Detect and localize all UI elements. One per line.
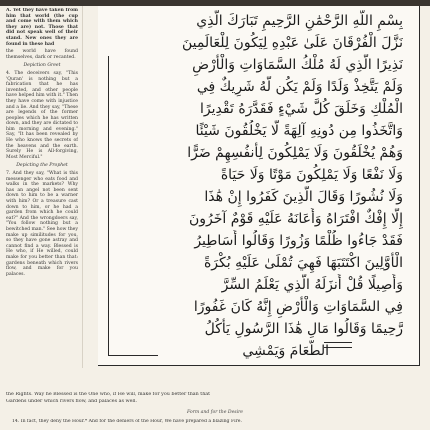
translation-paragraph: 4. The deceivers say, "This 'Quran' is nothing but a fabrication that he has invented, and other people have helped him with it." Then they have come with injustice and a lie. And they say, "These are legends of the former peoples which he has written down, and they are dictated to him morning and evening." Say, "It has been revealed by He who knows the secrets of the heavens and the earth. Surely He is All-forgiving, Most Merciful." bbox=[6, 70, 78, 160]
arabic-line: إِلَّا إِفْكٌ افْتَرَاهُ وَأَعَانَهُ عَلَيْهِ قَوْمٌ آخَرُونَ bbox=[188, 211, 403, 227]
panel-border-left bbox=[108, 56, 109, 356]
arabic-line: الْمُلْكِ وَخَلَقَ كُلَّ شَيْءٍ فَقَدَّرَهُ تَقْدِيرًا bbox=[200, 101, 403, 117]
arabic-text-panel bbox=[98, 6, 420, 366]
arabic-line: نَزَّلَ الْفُرْقَانَ عَلَىٰ عَبْدِهِ لِيَكُونَ لِلْعَالَمِينَ bbox=[181, 35, 403, 51]
arabic-line: الطَّعَامَ وَيَمْشِي bbox=[242, 343, 329, 359]
arabic-line: وَاتَّخَذُوا مِن دُونِهِ آلِهَةً لَّا يَخْلُقُونَ شَيْئًا bbox=[195, 123, 403, 139]
section-heading: Depiction Greet bbox=[23, 63, 61, 69]
arabic-line: وَأَصِيلًا قُلْ أَنزَلَهُ الَّذِي يَعْلَمُ السِّرَّ bbox=[221, 277, 403, 293]
arabic-line: نَذِيرًا الَّذِي لَهُ مُلْكُ السَّمَاوَاتِ وَالْأَرْضِ bbox=[192, 57, 403, 73]
translation-paragraph: A. Yet they have taken from him that world (the cup and come with them which they are) not. Those that did not speak well of their stand. New ones they are found in these had bbox=[6, 8, 78, 47]
footer-text: Gardens under which rivers flow, and palaces as well. bbox=[6, 399, 138, 404]
arabic-line: وَلَا نُشُورًا وَقَالَ الَّذِينَ كَفَرُوا إِنْ هَٰذَا bbox=[204, 189, 403, 205]
panel-border-bottom bbox=[108, 355, 158, 356]
footer-text: the Rights. Way he Blessed is the One who, if He will, make for you better than that bbox=[6, 392, 211, 397]
column-divider bbox=[82, 6, 83, 368]
arabic-line: وَلَمْ يَتَّخِذْ وَلَدًا وَلَمْ يَكُن لَّهُ شَرِيكٌ فِي bbox=[196, 79, 403, 95]
arabic-line: فَقَدْ جَاءُوا ظُلْمًا وَزُورًا وَقَالُوا أَسَاطِيرُ bbox=[194, 233, 403, 249]
arabic-line: بِسْمِ اللَّهِ الرَّحْمَٰنِ الرَّحِيمِ تَبَارَكَ الَّذِي bbox=[196, 13, 403, 29]
translation-paragraph: the world have found themselves, dark or recanted. bbox=[6, 49, 78, 60]
arabic-line: فِي السَّمَاوَاتِ وَالْأَرْضِ إِنَّهُ كَانَ غَفُورًا bbox=[193, 299, 403, 315]
caption-heading: Form and for the Desire bbox=[186, 410, 244, 415]
footnote: 14. In fact, they deny the Hour.* And for the deniers of the Hour, We have prepared a blazing Fire. bbox=[12, 419, 242, 424]
translation-column bbox=[6, 8, 78, 368]
section-heading: Depicting the Prophet bbox=[16, 163, 68, 169]
arabic-line: الْأَوَّلِينَ اكْتَتَبَهَا فَهِيَ تُمْلَىٰ عَلَيْهِ بُكْرَةً bbox=[203, 255, 403, 271]
arabic-line: وَلَا نَفْعًا وَلَا يَمْلِكُونَ مَوْتًا وَلَا حَيَاةً bbox=[220, 167, 403, 183]
translation-paragraph: 7. And they say, "What is this messenger who eats food and walks in the markets? Why has an angel not been sent down to him to be a warner with him? Or a treasure cast down to him, or he had a garden from which he could eat?" And the wrongdoers say, "You follow nothing but a bewitched man." See how they make up similitudes for you, so they have gone astray and cannot find a way. Blessed is He who, if He willed, could make for you better than that: gardens beneath which rivers flow, and make for you palaces. bbox=[6, 171, 78, 277]
arabic-line: رَّحِيمًا وَقَالُوا مَالِ هَٰذَا الرَّسُولِ يَأْكُلُ bbox=[204, 321, 403, 337]
arabic-line: وَهُمْ يُخْلَقُونَ وَلَا يَمْلِكُونَ لِأَنفُسِهِمْ ضَرًّا bbox=[187, 145, 403, 161]
